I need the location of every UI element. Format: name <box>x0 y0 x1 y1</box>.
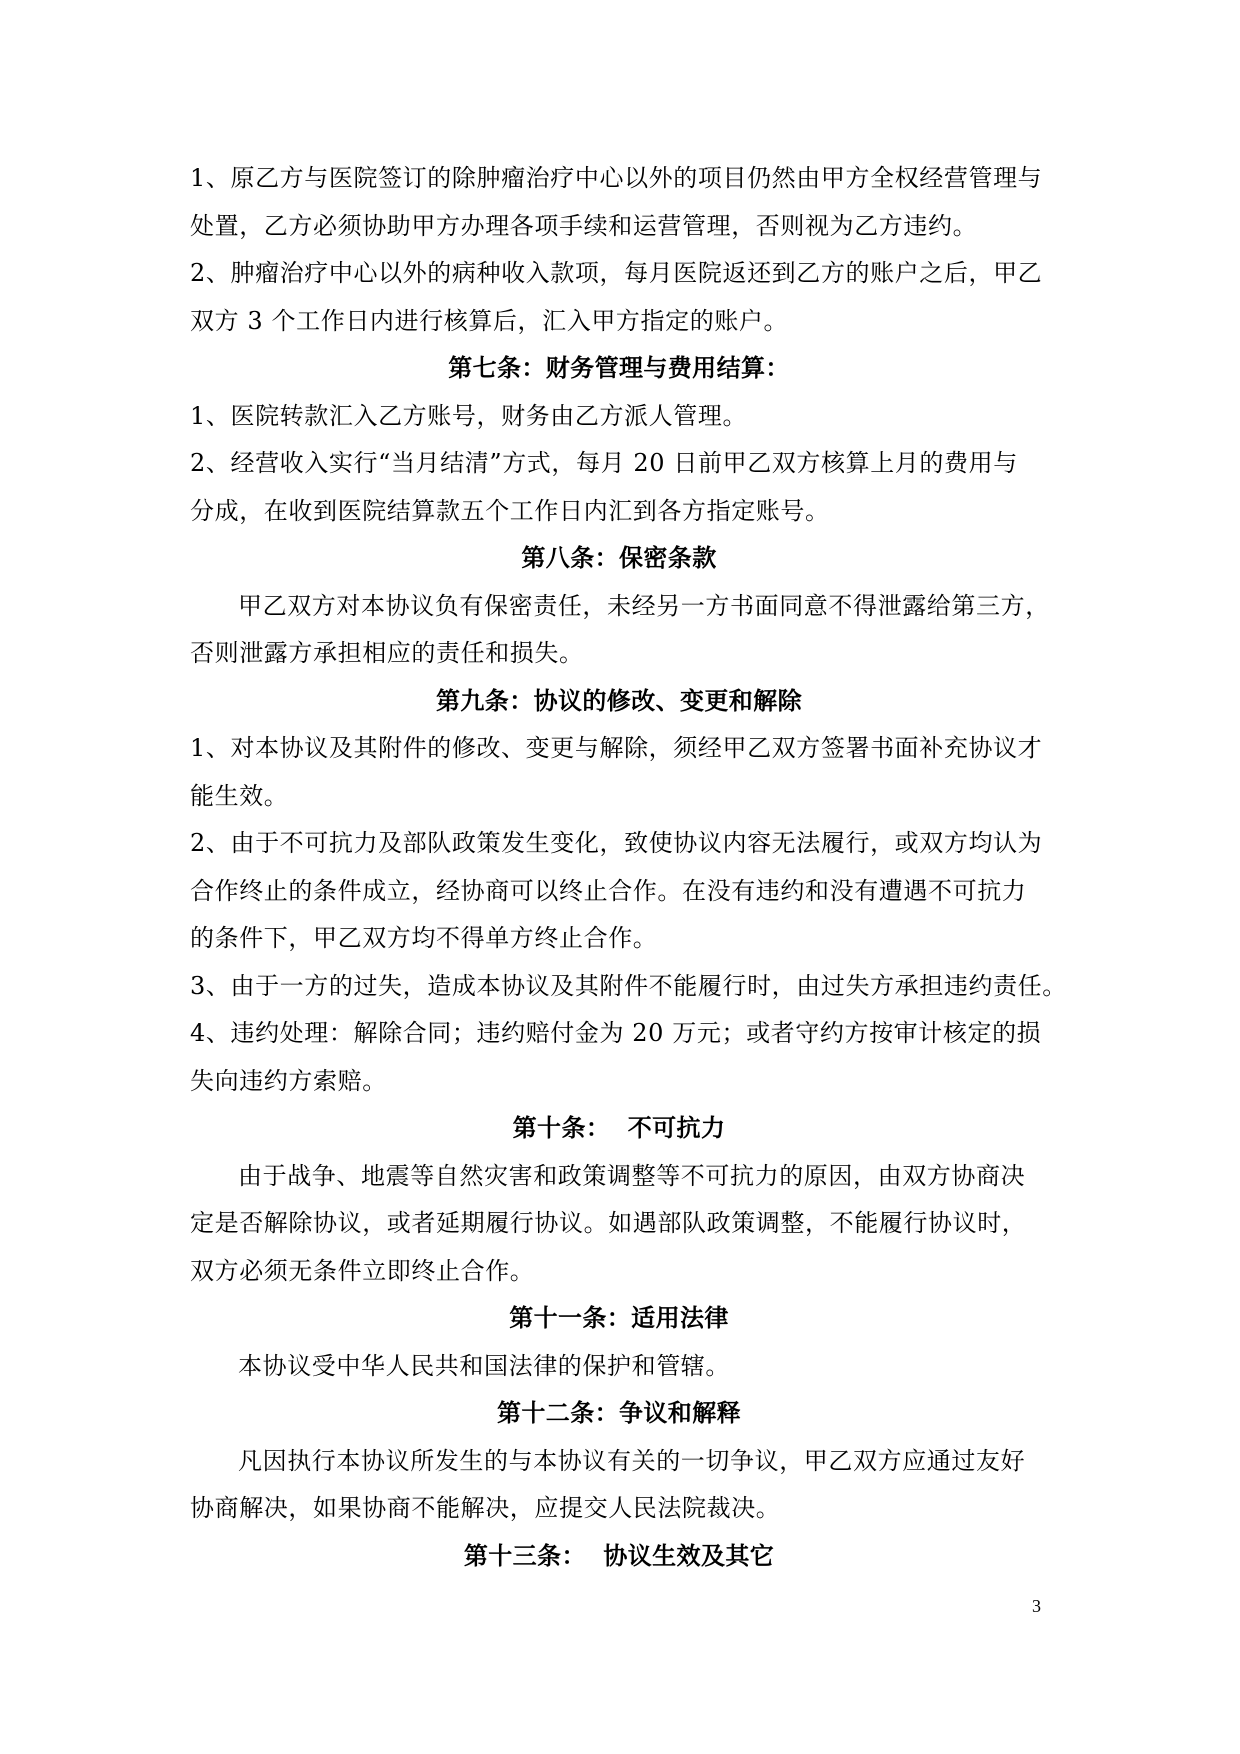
body-line: 处置，乙方必须协助甲方办理各项手续和运营管理，否则视为乙方违约。 <box>190 211 978 240</box>
section-heading-article-9: 第九条：协议的修改、变更和解除 <box>436 686 802 715</box>
body-line: 失向违约方索赔。 <box>190 1066 387 1095</box>
body-line: 定是否解除协议，或者延期履行协议。如遇部队政策调整，不能履行协议时， <box>190 1209 1027 1237</box>
section-heading-article-11: 第十一条：适用法律 <box>509 1304 729 1332</box>
body-line: 协商解决，如果协商不能解决，应提交人民法院裁决。 <box>190 1494 781 1522</box>
section-heading-article-13: 第十三条： 协议生效及其它 <box>463 1541 775 1570</box>
body-line: 1、原乙方与医院签订的除肿瘤治疗中心以外的项目仍然由甲方全权经营管理与 <box>190 164 1043 192</box>
body-line: 3、由于一方的过失，造成本协议及其附件不能履行时，由过失方承担违约责任。 <box>190 971 1067 1000</box>
body-line: 合作终止的条件成立，经协商可以终止合作。在没有违约和没有遭遇不可抗力 <box>190 876 1027 905</box>
section-heading-article-10: 第十条： 不可抗力 <box>512 1114 726 1142</box>
body-line: 本协议受中华人民共和国法律的保护和管辖。 <box>238 1351 730 1380</box>
body-line: 双方 3 个工作日内进行核算后，汇入甲方指定的账户。 <box>190 306 789 335</box>
body-line: 2、由于不可抗力及部队政策发生变化，致使协议内容无法履行，或双方均认为 <box>190 829 1043 857</box>
body-line: 凡因执行本协议所发生的与本协议有关的一切争议，甲乙双方应通过友好 <box>238 1446 1026 1475</box>
body-line: 的条件下，甲乙双方均不得单方终止合作。 <box>190 924 658 952</box>
body-line: 否则泄露方承担相应的责任和损失。 <box>190 639 584 667</box>
document-body <box>190 155 1067 1580</box>
section-heading-article-7: 第七条：财务管理与费用结算： <box>448 354 790 382</box>
body-line: 2、肿瘤治疗中心以外的病种收入款项，每月医院返还到乙方的账户之后，甲乙 <box>190 259 1043 287</box>
body-line: 2、经营收入实行“当月结清”方式，每月 20 日前甲乙双方核算上月的费用与 <box>190 449 1018 477</box>
body-line: 由于战争、地震等自然灾害和政策调整等不可抗力的原因，由双方协商决 <box>238 1161 1026 1190</box>
section-heading-article-12: 第十二条：争议和解释 <box>497 1399 741 1427</box>
section-heading-article-8: 第八条：保密条款 <box>521 544 717 572</box>
page-number: 3 <box>1032 1596 1041 1616</box>
body-line: 甲乙双方对本协议负有保密责任，未经另一方书面同意不得泄露给第三方， <box>238 591 1050 620</box>
body-line: 1、医院转款汇入乙方账号，财务由乙方派人管理。 <box>190 401 748 430</box>
body-line: 能生效。 <box>190 781 289 810</box>
body-line: 分成，在收到医院结算款五个工作日内汇到各方指定账号。 <box>190 496 830 525</box>
body-line: 4、违约处理：解除合同；违约赔付金为 20 万元；或者守约方按审计核定的损 <box>190 1019 1042 1047</box>
body-line: 双方必须无条件立即终止合作。 <box>190 1256 535 1285</box>
body-line: 1、对本协议及其附件的修改、变更与解除，须经甲乙双方签署书面补充协议才 <box>190 734 1043 762</box>
